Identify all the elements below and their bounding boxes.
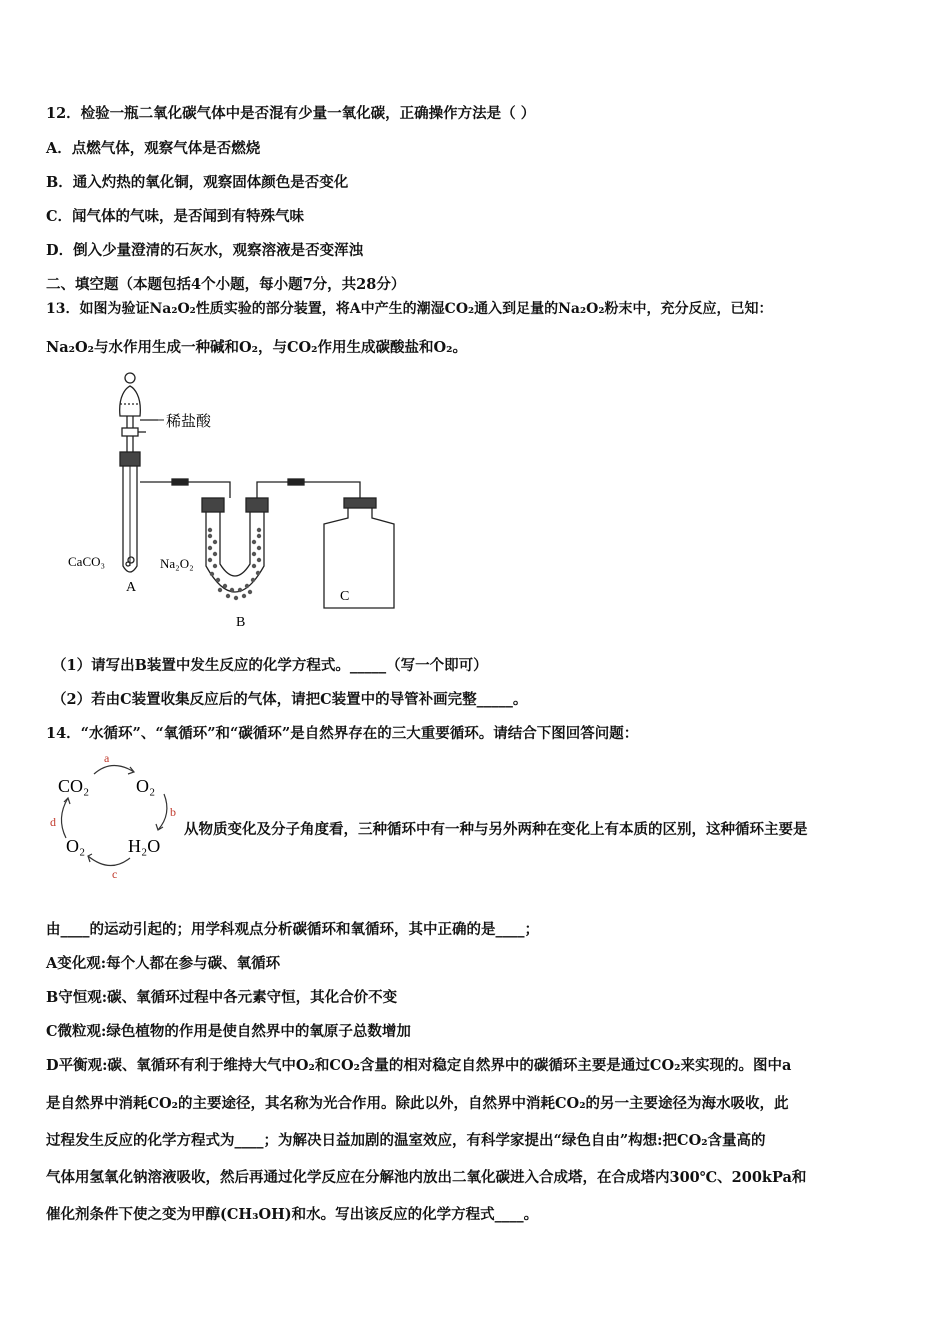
acid-label: 稀盐酸 <box>166 414 212 430</box>
q14-line-cont: 由____的运动引起的；用学科观点分析碳循环和氧循环，其中正确的是____； <box>46 921 539 938</box>
arrow-b <box>158 794 167 830</box>
funnel-bulb <box>120 386 141 416</box>
q12-option-d: D．倒入少量澄清的石灰水，观察溶液是否变浑浊 <box>46 242 364 259</box>
q13-stem-line1: 13．如图为验证Na₂O₂性质实验的部分装置，将A中产生的潮湿CO₂通入到足量的Na₂O₂粉末中，充分反应，已知： <box>46 301 773 317</box>
tube-a-stopper <box>120 452 140 466</box>
cycle-diagram <box>46 750 181 882</box>
na2o2-label: Na₂O₂ <box>160 556 194 571</box>
arrow-a <box>94 765 134 774</box>
q12-option-b: B．通入灼热的氧化铜，观察固体颜色是否变化 <box>46 174 349 191</box>
label-c: C <box>340 589 350 604</box>
q14-tail-4: 催化剂条件下使之变为甲醇(CH₃OH)和水。写出该反应的化学方程式____。 <box>46 1206 539 1223</box>
delivery-tube-bc <box>257 482 360 498</box>
apparatus-diagram <box>60 366 400 636</box>
funnel-stopper <box>125 373 135 383</box>
q14-option-a: A变化观:每个人都在参与碳、氧循环 <box>46 955 281 972</box>
u-tube-right-stopper <box>246 498 268 512</box>
section-2-title: 二、填空题（本题包括4个小题，每小题7分，共28分） <box>46 276 406 293</box>
cycle-h2o: H₂O <box>128 836 161 856</box>
cycle-label-d: d <box>50 815 56 829</box>
u-tube-left-stopper <box>202 498 224 512</box>
q14-option-b: B守恒观:碳、氧循环过程中各元素守恒，其化合价不变 <box>46 989 398 1006</box>
cycle-co2: CO₂ <box>58 776 90 796</box>
cycle-label-c: c <box>112 867 118 881</box>
label-a: A <box>126 580 137 595</box>
q13-stem-line2: Na₂O₂与水作用生成一种碱和O₂，与CO₂作用生成碳酸盐和O₂。 <box>46 339 467 356</box>
q13-sub2: （2）若由C装置收集反应后的气体，请把C装置中的导管补画完整_____。 <box>52 691 528 708</box>
na2o2-powder <box>208 528 261 600</box>
bottle-c-stopper <box>344 498 376 508</box>
q12-stem: 12．检验一瓶二氧化碳气体中是否混有少量一氧化碳，正确操作方法是（ ） <box>46 105 536 122</box>
q14-option-d: D平衡观:碳、氧循环有利于维持大气中O₂和CO₂含量的相对稳定自然界中的碳循环主要是通过CO₂来实现的。图中a <box>46 1057 792 1074</box>
q14-tail-2: 过程发生反应的化学方程式为____；为解决日益加剧的温室效应，有科学家提出“绿色自由”构想:把CO₂含量高的 <box>46 1132 766 1149</box>
arrow-d <box>61 798 68 838</box>
q14-option-c: C微粒观:绿色植物的作用是使自然界中的氧原子总数增加 <box>46 1023 411 1040</box>
q12-option-c: C．闻气体的气味，是否闻到有特殊气味 <box>46 208 305 225</box>
label-b: B <box>236 615 246 630</box>
bottle-c <box>324 508 394 608</box>
cycle-o2-top: O₂ <box>136 776 156 796</box>
u-tube-inner <box>220 512 250 576</box>
cycle-o2-bottom: O₂ <box>66 836 86 856</box>
caco3-label: CaCO₃ <box>68 554 106 569</box>
q14-tail-3: 气体用氢氧化钠溶液吸收，然后再通过化学反应在分解池内放出二氧化碳进入合成塔，在合成塔内300℃、200kPa和 <box>46 1169 807 1186</box>
cycle-label-a: a <box>104 751 110 765</box>
q13-sub1: （1）请写出B装置中发生反应的化学方程式。_____（写一个即可） <box>52 657 488 674</box>
q14-stem: 14．“水循环”、“氧循环”和“碳循环”是自然界存在的三大重要循环。请结合下图回答问题： <box>46 725 639 742</box>
q14-after-figure: 从物质变化及分子角度看，三种循环中有一种与另外两种在变化上有本质的区别，这种循环主要是 <box>184 821 808 838</box>
q12-option-a: A．点燃气体，观察气体是否燃烧 <box>46 140 261 157</box>
arrow-c <box>88 856 130 866</box>
cycle-label-b: b <box>170 805 176 819</box>
q14-tail-1: 是自然界中消耗CO₂的主要途径，其名称为光合作用。除此以外，自然界中消耗CO₂的另一主要途径为海水吸收，此 <box>46 1095 789 1112</box>
